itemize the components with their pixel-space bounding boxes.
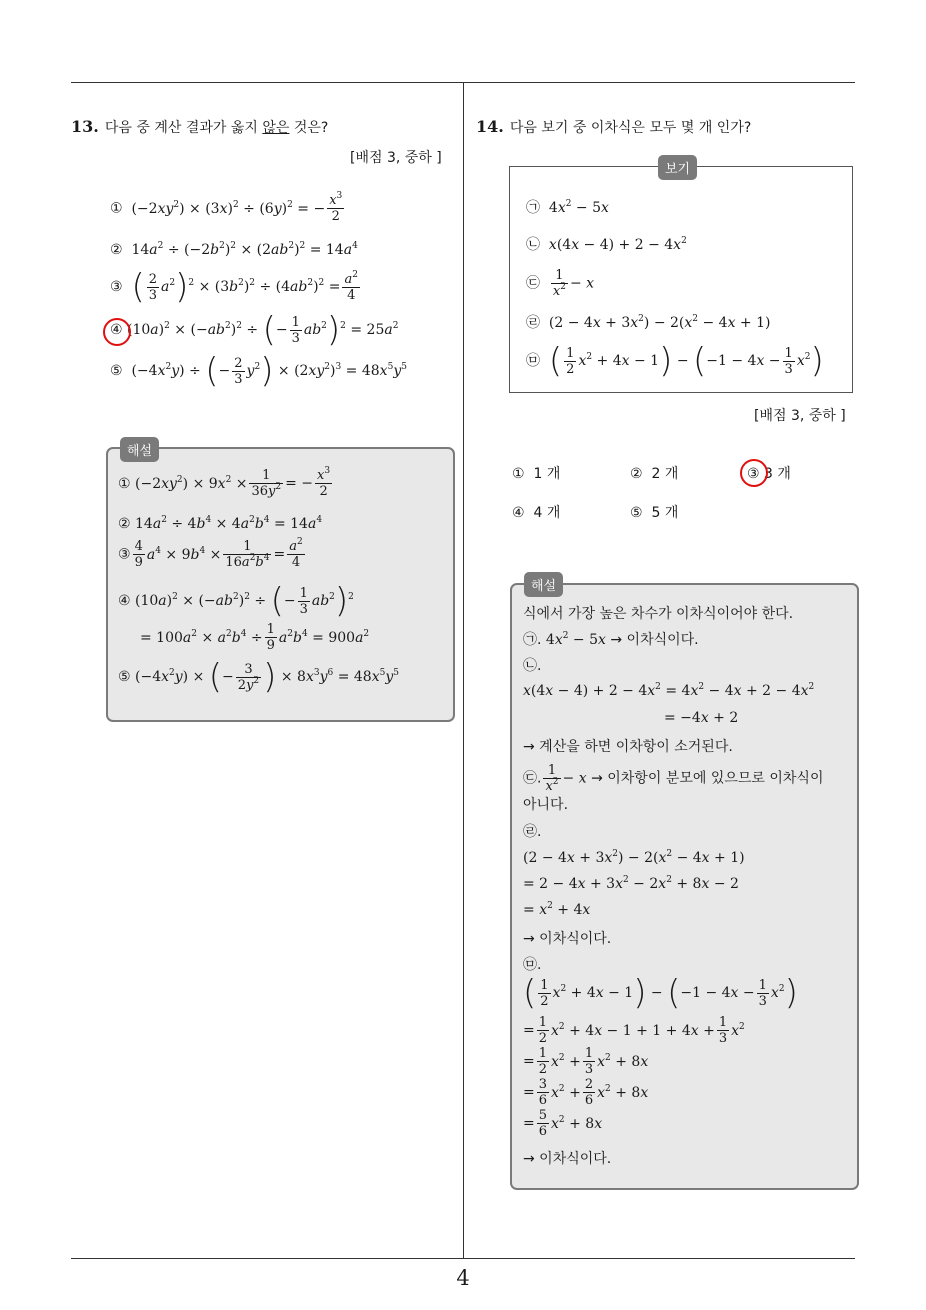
q14-selected-answer-circle [740,459,768,487]
q14-sol-e-line5: = $\frac{5}{6}$ $x^2 + 8x$ [523,1108,603,1139]
q13-underlined-word: 않은 [262,120,290,136]
q14-solution-tag: 해설 [524,572,563,597]
q13-choice-3[interactable]: ③ ( $\frac{2}{3}$ $a^2)^2 \times (3b^2)^2 \div (4ab^2)^2$ = $\frac{a^2}{4}$ [110,267,358,307]
q13-sol-line-1: ① $(-2xy^2) \times 9x^2$ × $\frac{1}{36y^2}$ = − $\frac{x^3}{2}$ [118,466,331,499]
column-divider [463,82,464,1259]
q14-bogi-item-e: ㉤ ( $\frac{1}{2}$ $x^2 + 4x - 1) - (-1 - 4x$ − $\frac{1}{3}$ $x^2$) [526,341,824,381]
q13-sol-line-3: ③ $\frac{4}{9}$ $a^4 \times 9b^4$ × $\frac{1}{16a^2b^4}$ = $\frac{a^2}{4}$ [118,537,303,570]
q13-sol-line-4b: = $100a^2 \times a^2b^4$ ÷ $\frac{1}{9}$ $a^2b^4 = 900a^2$ [140,622,370,653]
q13-question: 13. 다음 중 계산 결과가 옳지 않은 것은? [71,117,329,136]
q14-sol-intro: 식에서 가장 높은 차수가 이차식이어야 한다. [523,606,794,622]
q14-question: 14. 다음 보기 중 이차식은 모두 몇 개 인가? [476,117,752,136]
q13-choice-4[interactable]: ④ $(10a)^2 \times (-ab^2)^2$ ÷ (− $\frac{1}{3}$ $ab^2)^2 = 25a^2$ [110,310,399,350]
q14-sol-b-line2: = −4x + 2 [664,710,739,726]
q14-sol-b-result: → 계산을 하면 이차항이 소거된다. [523,739,733,755]
q14-sol-b-line1: $x(4x - 4) + 2 - 4x^2 = 4x^2 - 4x + 2 - 4x^2$ [523,682,815,699]
q14-bogi-item-a: ㉠ $4x^2 - 5x$ [526,199,609,216]
q13-meta: [배점 3, 중하 ] [350,150,442,166]
q13-choice-1[interactable]: ① $(-2xy^2) \times (3x)^2 \div (6y)^2$ = − $\frac{x^3}{2}$ [110,191,343,224]
q14-number: 14. [476,117,504,136]
q14-sol-e-line1: ( $\frac{1}{2}$ $x^2 + 4x - 1) - (-1 - 4x$ − $\frac{1}{3}$ $x^2$) [523,973,798,1013]
q13-sol-line-2: ② $14a^2 \div 4b^4 \times 4a^2b^4 = 14a^4$ [118,515,323,532]
q14-sol-e-line3: = $\frac{1}{2}$ $x^2$ + $\frac{1}{3}$ $x^2 + 8x$ [523,1046,649,1077]
q14-sol-e-result: → 이차식이다. [523,1151,612,1167]
q14-sol-d-line2: = $2 - 4x + 3x^2 - 2x^2 + 8x - 2$ [523,875,739,892]
q14-sol-e-line2: = $\frac{1}{2}$ $x^2 + 4x - 1 + 1 + 4x$ + $\frac{1}{3}$ $x^2$ [523,1015,745,1046]
q13-sol-line-5: ⑤ $(-4x^2y)$ × (− $\frac{3}{2y^2}$ ) × $8x^3y^6 = 48x^5y^5$ [118,657,400,697]
q14-bogi-item-c: ㉢ $\frac{1}{x^2}$ − x [526,268,595,299]
q14-choice-4[interactable]: ④ 4 개 [512,505,561,521]
q13-solution-tag: 해설 [120,437,159,462]
q14-sol-a: ㉠. $4x^2 - 5x$ → 이차식이다. [523,631,699,648]
q13-choice-5[interactable]: ⑤ $(-4x^2y)$ ÷ (− $\frac{2}{3}$ $y^2) \times (2xy^2)^3 = 48x^5y^5$ [110,351,407,391]
q14-choice-5[interactable]: ⑤ 5 개 [630,505,679,521]
q14-sol-e-line4: = $\frac{3}{6}$ $x^2$ + $\frac{2}{6}$ $x^2 + 8x$ [523,1077,649,1108]
page-number: 4 [456,1266,470,1290]
q14-sol-c: ㉢. $\frac{1}{x^2}$ − x → 이차항이 분모에 있으므로 이차식이 [523,763,824,794]
q14-sol-d-result: → 이차식이다. [523,931,612,947]
q14-sol-e-marker: ㉤. [523,957,542,973]
q14-sol-d-line3: = $x^2 + 4x$ [523,901,591,918]
q14-choice-2[interactable]: ② 2 개 [630,466,679,482]
q14-meta: [배점 3, 중하 ] [754,408,846,424]
q14-sol-c-result-2: 아니다. [523,797,569,813]
q14-choice-3[interactable]: ③ 3 개 [747,466,791,482]
q14-sol-d-marker: ㉣. [523,824,542,840]
q14-bogi-item-b: ㉡ $x(4x - 4) + 2 - 4x^2$ [526,236,687,253]
q14-bogi-item-d: ㉣ $(2 - 4x + 3x^2) - 2(x^2 - 4x + 1)$ [526,314,771,331]
q13-choice-2[interactable]: ② $14a^2 \div (-2b^2)^2 \times (2ab^2)^2 = 14a^4$ [110,241,358,258]
bottom-rule [71,1258,855,1259]
q14-sol-b-marker: ㉡. [523,658,542,674]
q14-sol-d-line1: $(2 - 4x + 3x^2) - 2(x^2 - 4x + 1)$ [523,849,745,866]
q14-bogi-tag: 보기 [658,155,697,180]
q14-choice-1[interactable]: ① 1 개 [512,466,561,482]
q13-sol-line-4a: ④ $(10a)^2 \times (-ab^2)^2$ ÷ (− $\frac{1}{3}$ $ab^2)^2$ [118,581,354,621]
q13-number: 13. [71,117,99,136]
q13-selected-answer-circle [103,318,131,346]
